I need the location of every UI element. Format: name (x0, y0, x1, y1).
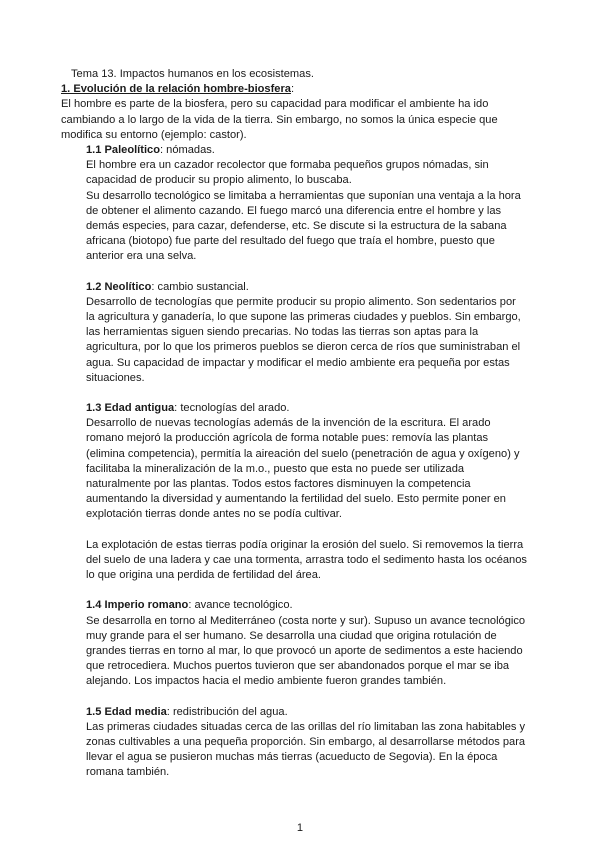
text-line: lo que origina una perdida de fertilidad del área. (86, 569, 321, 582)
text-line: El hombre es parte de la biosfera, pero su capacidad para modificar el ambiente ha ido (61, 98, 489, 111)
paragraph (86, 416, 531, 522)
paragraph-gap (61, 523, 531, 538)
paragraph (86, 720, 531, 781)
subsection-label: 1.5 Edad media (86, 705, 167, 718)
subsection-description: : avance tecnológico. (188, 599, 293, 612)
subsection-heading (86, 705, 531, 720)
section-gap (61, 690, 531, 705)
text-line: del suelo de una ladera y cae una tormenta, arrastra todo el sedimento hasta los océanos (86, 553, 527, 566)
subsection-label: 1.3 Edad antigua (86, 402, 175, 415)
subsection-label: 1.1 Paleolítico (86, 144, 160, 157)
text-line: La explotación de estas tierras podía originar la erosión del suelo. Si removemos la tierra (86, 538, 524, 551)
subsection-heading (86, 598, 531, 613)
text-line: la agricultura y ganadería, lo que supone las primeras ciudades y pueblos. Sin embargo, (86, 311, 521, 324)
section-intro (61, 97, 531, 143)
subsection-description: : tecnologías del arado. (174, 402, 290, 415)
text-line: grandes tierras en torno al mar, lo que provocó un aporte de sedimentos a este haciendo (86, 644, 523, 657)
text-line: modifica su entorno (ejemplo: castor). (61, 128, 247, 141)
section-gap (61, 583, 531, 598)
paragraph (86, 538, 531, 584)
subsection-heading (86, 280, 531, 295)
text-line: Se desarrolla en torno al Mediterráneo (costa norte y sur). Supuso un avance tecnológico (86, 614, 526, 627)
text-line: muy grande para el ser humano. Se desarrolla una ciudad que origina rotulación de (86, 629, 497, 642)
page-number: 1 (296, 822, 304, 834)
text-line: facilitaba la mineralización de la m.o., puesto que esta no puede ser utilizada (86, 462, 465, 475)
text-line: agricultura, por lo que los primeros pueblos se dieron cerca de ríos que suministraban el (86, 341, 521, 354)
document-title: Tema 13. Impactos humanos en los ecosistemas. (71, 68, 314, 80)
text-line: africana (biotopo) fue parte del resultado del fuego que traía el hombre, puesto que (86, 235, 495, 248)
document-body (61, 67, 531, 781)
subsection (61, 143, 531, 265)
text-line: que retrocediera. Muchos puertos tuvieron que ser abandonados porque el mar se iba (86, 660, 510, 673)
text-line: explotación tierras donde antes no se podía cultivar. (86, 508, 342, 521)
paragraph (86, 158, 531, 264)
text-line: Las primeras ciudades situadas cerca de las orillas del río limitaban las zona habitables y (86, 720, 526, 733)
paragraph (86, 295, 531, 386)
text-line: cambiando a lo largo de la vida de la tierra. Sin embargo, no somos la única especie que (61, 113, 498, 126)
text-line: romana también. (86, 766, 170, 779)
text-line: El hombre era un cazador recolector que formaba pequeños grupos nómadas, sin (86, 159, 489, 172)
subsection (61, 401, 531, 583)
subsection-description: : redistribución del agua. (166, 705, 288, 718)
subsection-heading (86, 401, 531, 416)
text-line: capacidad de producir su propio alimento, lo buscaba. (86, 174, 352, 187)
text-line: Su desarrollo tecnológico se limitaba a herramientas que suponían una ventaja a la hora (86, 189, 521, 202)
text-line: alejando. Los impactos hacia el medio ambiente fueron grandes también. (86, 675, 447, 688)
text-line: anterior era una selva. (86, 250, 197, 263)
subsection-description: : nómadas. (160, 144, 215, 157)
section-heading-text: 1. Evolución de la relación hombre-biosfera (61, 83, 291, 96)
subsection-heading (86, 143, 531, 158)
text-line: romano mejoró la producción agrícola de forma notable pues: removía las plantas (86, 432, 489, 445)
text-line: demás especies, para cazar, defenderse, etc. Se discute si la estructura de la sabana (86, 220, 507, 233)
section-gap (61, 265, 531, 280)
section-heading (61, 82, 531, 97)
subsection (61, 598, 531, 689)
paragraph (86, 614, 531, 690)
subsection-label: 1.4 Imperio romano (86, 599, 189, 612)
subsection-description: : cambio sustancial. (151, 280, 249, 293)
text-line: (elimina competencia), permitía la aireación del suelo (penetración de agua y oxígeno) y (86, 447, 520, 460)
subsection (61, 705, 531, 781)
text-line: llevar el agua se pusieron muchas más tierras (acueducto de Segovia). En la época (86, 751, 498, 764)
text-line: situaciones. (86, 371, 145, 384)
subsections-container (61, 143, 531, 781)
text-line: las herramientas siguen siendo precarias. No todas las tierras son aptas para la (86, 326, 479, 339)
text-line: naturalmente por las plantas. Todos estos factores disminuyen la competencia (86, 478, 471, 491)
section-gap (61, 386, 531, 401)
text-line: agua. Su capacidad de impactar y modificar el medio ambiente era pequeña por estas (86, 356, 510, 369)
text-line: zonas cultivables a una pequeña proporción. Sin embargo, al desarrollarse métodos para (86, 735, 526, 748)
text-line: de obtener el alimento cazando. El fuego marcó una diferencia entre el hombre y las (86, 204, 502, 217)
subsection (61, 280, 531, 386)
text-line: Desarrollo de tecnologías que permite producir su propio alimento. Son sedentarios por (86, 295, 516, 308)
text-line: aumentando la diversidad y aumentando la fertilidad del suelo. Esto permite poner en (86, 493, 506, 506)
subsection-label: 1.2 Neolítico (86, 280, 152, 293)
section-heading-colon: : (290, 83, 295, 96)
text-line: Desarrollo de nuevas tecnologías además de la invención de la escritura. El arado (86, 417, 491, 430)
